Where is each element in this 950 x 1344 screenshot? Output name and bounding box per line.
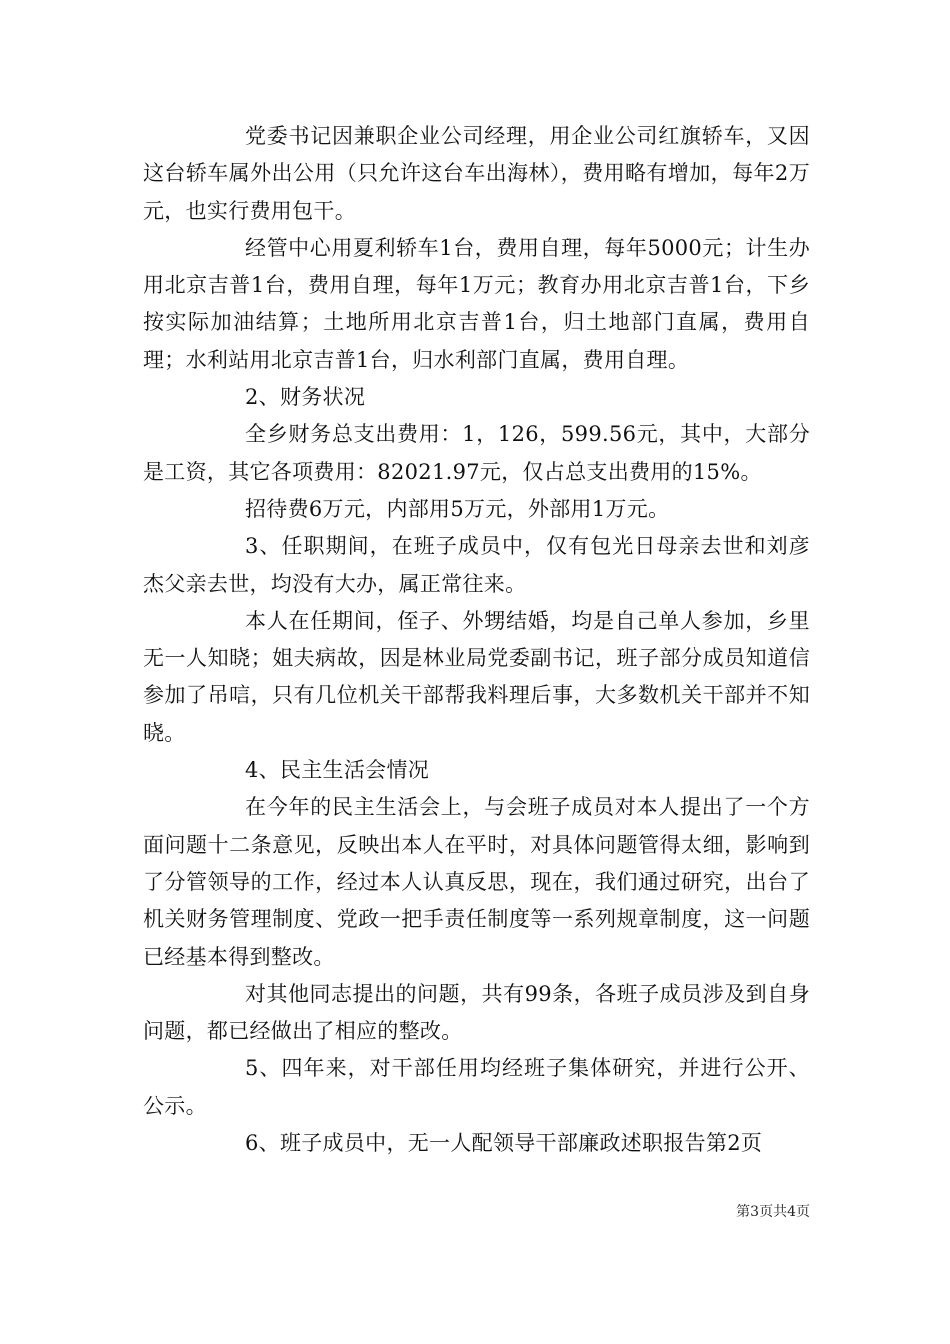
paragraph-personal-events: 本人在任期间，侄子、外甥结婚，均是自己单人参加，乡里无一人知晓；姐夫病故，因是林业局党委副书记，班子部分成员知道信参加了吊唁，只有几位机关干部帮我料理后事，大多数机关干部并不知晓。 [143,608,810,745]
paragraph-finance-total: 全乡财务总支出费用：1，126，599.56元，其中，大部分是工资，其它各项费用：82021.97元，仅占总支出费用的15%。 [143,422,810,484]
page-number: 第3页共4页 [736,1204,810,1220]
paragraph-cadre-appointment: 5、四年来，对干部任用均经班子集体研究，并进行公开、公示。 [143,1056,810,1118]
paragraph-term-funerals: 3、任职期间，在班子成员中，仅有包光日母亲去世和刘彦杰父亲去世，均没有大办，属正常往来。 [143,534,810,596]
paragraph-team-members: 6、班子成员中，无一人配领导干部廉政述职报告第2页 [245,1131,763,1156]
paragraph-other-issues: 对其他同志提出的问题，共有99条，各班子成员涉及到自身问题，都已经做出了相应的整改。 [143,981,810,1044]
heading-finance-status: 2、财务状况 [245,385,366,410]
paragraph-hospitality-cost: 招待费6万元，内部用5万元，外部用1万元。 [245,496,670,521]
paragraph-car-secretary: 党委书记因兼职企业公司经理，用企业公司红旗轿车，又因这台轿车属外出公用（只允许这台车出海林），费用略有增加，每年2万元，也实行费用包干。 [143,124,810,223]
heading-democratic-meeting: 4、民主生活会情况 [245,758,430,783]
paragraph-car-departments: 经管中心用夏利轿车1台，费用自理，每年5000元；计生办用北京吉普1台，费用自理，每年1万元；教育办用北京吉普1台，下乡按实际加油结算；土地所用北京吉普1台，归土地部门直属，费用自理；水利站用北京吉普1台，归水利部门直属，费用自理。 [143,235,810,372]
paragraph-democratic-meeting: 在今年的民主生活会上，与会班子成员对本人提出了一个方面问题十二条意见，反映出本人在平时，对具体问题管得太细，影响到了分管领导的工作，经过本人认真反思，现在，我们通过研究，出台了机关财务管理制度、党政一把手责任制度等一系列规章制度，这一问题已经基本得到整改。 [143,795,810,969]
document-body [143,118,810,1162]
